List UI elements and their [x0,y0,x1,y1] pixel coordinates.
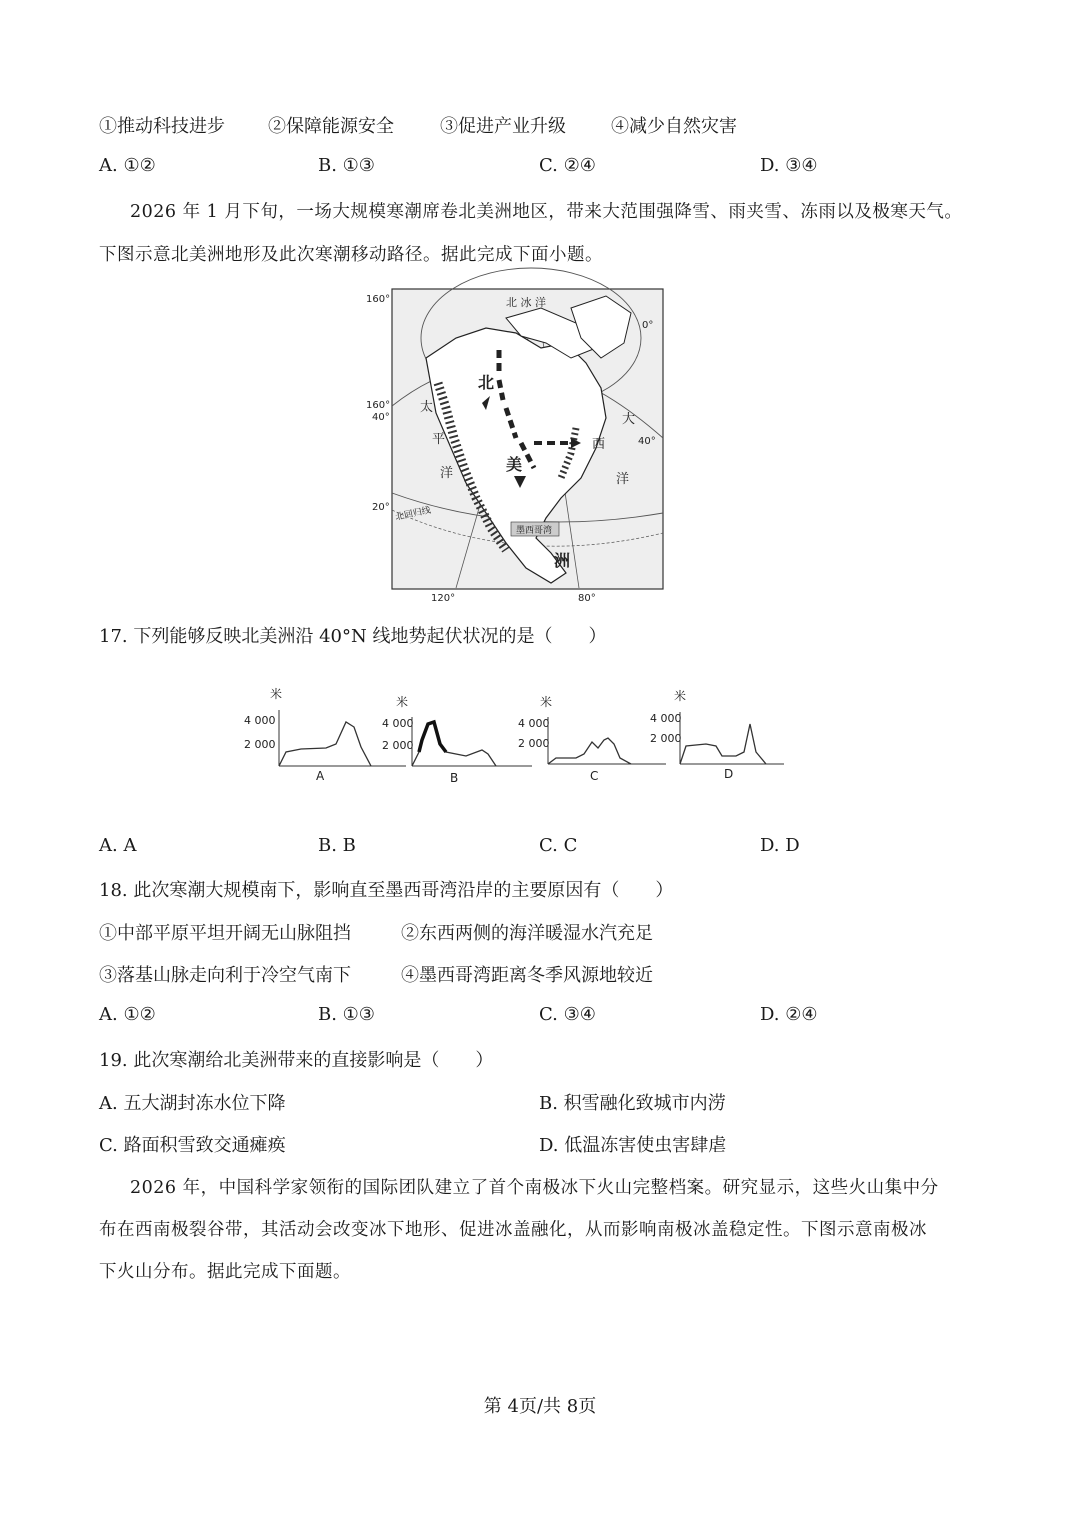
q16-option-c[interactable]: C. ②④ [539,155,596,176]
profile-b-unit: 米 [396,695,409,709]
q16-option-a[interactable]: A. ①② [99,155,156,176]
arctic-ocean-label: 北 冰 洋 [506,296,546,309]
intro-1-line-2: 下图示意北美洲地形及此次寒潮移动路径。据此完成下面小题。 [99,245,603,265]
q17-stem: 17. 下列能够反映北美洲沿 40°N 线地势起伏状况的是（ ） [99,626,607,647]
lon-label-120: 120° [431,593,456,604]
ocean-label-ping: 平 [432,432,446,447]
q19-option-a[interactable]: A. 五大湖封冻水位下降 [99,1093,286,1114]
profile-c-name: C [590,769,599,783]
profile-c-unit: 米 [540,695,553,709]
profile-b-tick-4000: 4 000 [382,717,414,730]
gulf-label: 墨西哥湾 [516,526,553,536]
intro-2-line-2: 布在西南极裂谷带，其活动会改变冰下地形、促进冰盖融化，从而影响南极冰盖稳定性。下图示意南极冰 [99,1220,927,1240]
profile-a [244,686,409,783]
q18-statement-1: ①中部平原平坦开阔无山脉阻挡 [99,923,351,944]
profile-c [518,694,666,783]
lat-label-160-mid: 160° [366,400,391,411]
ocean-label-yang-2: 洋 [616,472,630,487]
map-svg [366,288,664,604]
intro-2-line-1: 2026 年，中国科学家领衔的国际团队建立了首个南极冰下火山完整档案。研究显示，这些火山集中分 [130,1178,939,1198]
q19-stem: 19. 此次寒潮给北美洲带来的直接影响是（ ） [99,1050,494,1071]
terrain-profiles [236,682,796,792]
q19-option-c[interactable]: C. 路面积雪致交通瘫痪 [99,1135,286,1156]
intro-2-line-3: 下火山分布。据此完成下面题。 [99,1262,351,1282]
q16-statement-3: ③促进产业升级 [440,116,566,137]
profiles-svg [236,682,796,792]
q18-option-c[interactable]: C. ③④ [539,1004,596,1025]
profile-a-tick-4000: 4 000 [244,714,276,727]
q16-statement-4: ④减少自然灾害 [611,116,737,137]
lon-label-0-right: 0° [642,320,654,331]
profile-a-name: A [316,769,325,783]
ocean-label-da: 大 [622,412,636,427]
intro-1-line-1: 2026 年 1 月下旬，一场大规模寒潮席卷北美洲地区，带来大范围强降雪、雨夹雪、冻雨以及极寒天气。 [130,202,963,222]
ocean-label-tai: 太 [420,400,434,415]
q18-statement-4: ④墨西哥湾距离冬季风源地较近 [401,965,653,986]
tropic-label: 北回归线 [394,505,432,523]
q18-statement-3: ③落基山脉走向利于冷空气南下 [99,965,351,986]
profile-d-name: D [724,767,734,781]
continent-label-zhou: 洲 [554,551,571,570]
profile-d-tick-4000: 4 000 [650,712,682,725]
page-number: 第 4页/共 8页 [483,1396,597,1417]
profile-a-curve [279,722,371,766]
profile-b-tick-2000: 2 000 [382,739,414,752]
ocean-label-yang-1: 洋 [440,466,454,481]
profile-c-tick-4000: 4 000 [518,717,550,730]
profile-d [650,688,784,781]
q18-statement-2: ②东西两侧的海洋暖湿水汽充足 [401,923,653,944]
q18-stem: 18. 此次寒潮大规模南下，影响直至墨西哥湾沿岸的主要原因有（ ） [99,880,674,901]
q17-option-d[interactable]: D. D [760,835,800,856]
profile-d-unit: 米 [674,689,687,703]
q16-statement-1: ①推动科技进步 [99,116,225,137]
q18-option-d[interactable]: D. ②④ [760,1004,818,1025]
lat-label-160-top: 160° [366,294,391,305]
continent-label-bei: 北 [478,373,495,392]
lat-label-40-left: 40° [372,412,390,423]
q18-option-a[interactable]: A. ①② [99,1004,156,1025]
profile-b-name: B [450,771,459,785]
lat-label-40-right: 40° [638,436,656,447]
north-america-map [366,288,664,604]
profile-a-unit: 米 [270,687,283,701]
q16-option-d[interactable]: D. ③④ [760,155,818,176]
profile-a-tick-2000: 2 000 [244,738,276,751]
q16-option-b[interactable]: B. ①③ [318,155,375,176]
continent-label-mei: 美 [506,455,523,474]
q19-option-d[interactable]: D. 低温冻害使虫害肆虐 [539,1135,727,1156]
profile-d-tick-2000: 2 000 [650,732,682,745]
lat-label-20-left: 20° [372,502,390,513]
lon-label-80: 80° [578,593,596,604]
profile-c-curve [548,738,631,764]
profile-d-curve [680,724,766,764]
profile-b-highlight [419,722,446,752]
profile-c-tick-2000: 2 000 [518,737,550,750]
ocean-label-xi: 西 [592,437,606,452]
q18-option-b[interactable]: B. ①③ [318,1004,375,1025]
q16-statement-2: ②保障能源安全 [268,116,394,137]
profile-b [382,694,532,785]
q17-option-a[interactable]: A. A [99,835,137,856]
q17-option-c[interactable]: C. C [539,835,578,856]
q19-option-b[interactable]: B. 积雪融化致城市内涝 [539,1093,726,1114]
q17-option-b[interactable]: B. B [318,835,356,856]
